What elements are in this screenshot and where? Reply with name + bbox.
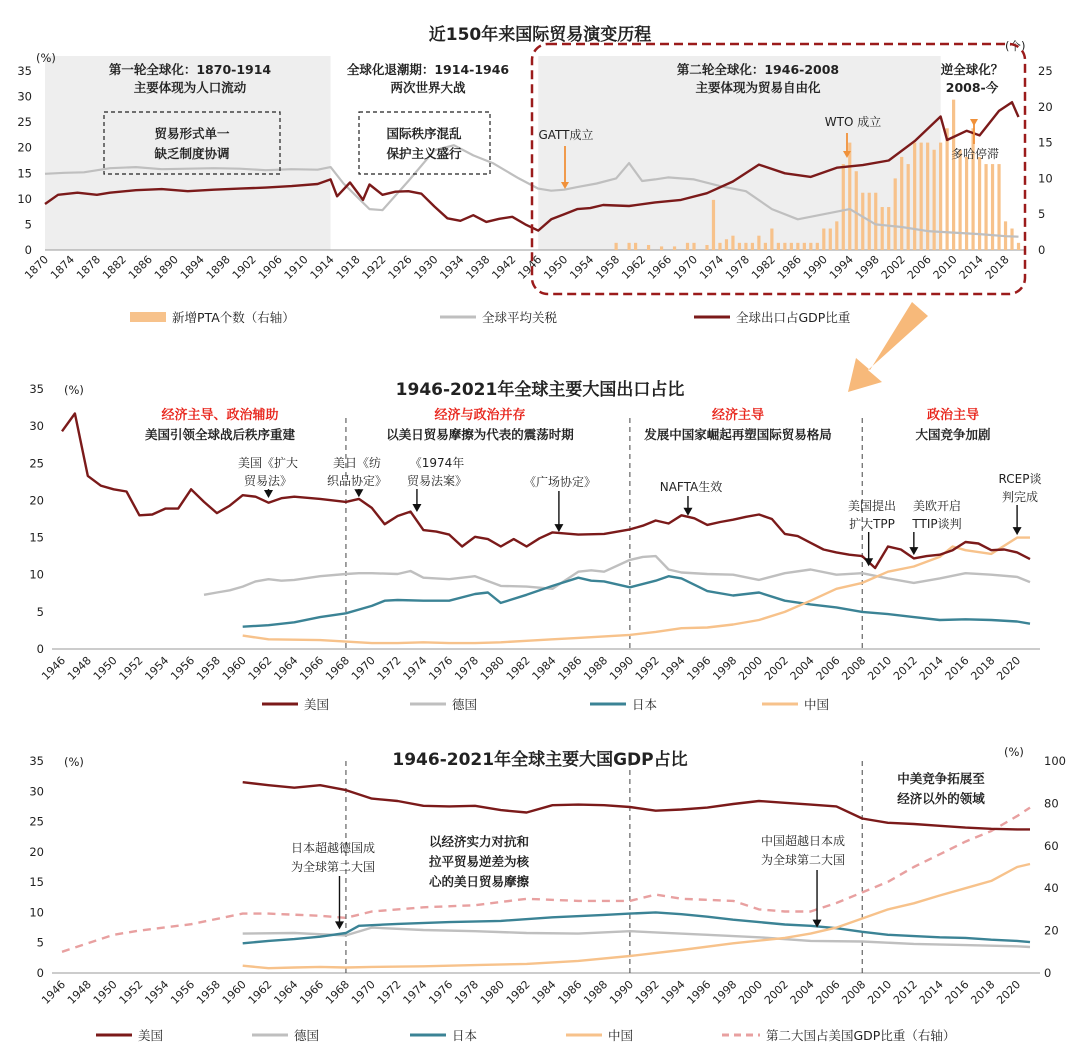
pta-bar	[712, 200, 715, 250]
x-tick: 1970	[348, 653, 378, 683]
x-tick: 1966	[645, 252, 675, 282]
x-tick: 1982	[749, 252, 779, 282]
y-tick: 0	[36, 966, 44, 980]
pta-bar	[731, 236, 734, 250]
phase-sub: 以美日贸易摩擦为代表的震荡时期	[386, 427, 574, 442]
x-tick: 1966	[297, 653, 327, 683]
note-text: 国际秩序混乱	[386, 126, 462, 141]
annotation-label: 扩大TPP	[849, 517, 895, 531]
x-tick: 1950	[90, 977, 120, 1007]
y-tick: 20	[29, 493, 44, 508]
x-tick: 1906	[255, 252, 285, 282]
pta-bar	[1010, 229, 1013, 250]
x-tick: 1990	[607, 977, 637, 1007]
x-tick: 1986	[555, 653, 585, 683]
annotation-label: 心的美日贸易摩擦	[428, 874, 530, 889]
note-text: 贸易形式单一	[154, 126, 230, 141]
x-tick: 1902	[229, 252, 259, 282]
annotation-doha: 多哈停滞	[950, 147, 1000, 161]
y2-tick: 40	[1044, 881, 1059, 896]
x-tick: 2012	[890, 977, 920, 1007]
x-tick: 1948	[64, 653, 94, 683]
x-tick: 1962	[619, 252, 649, 282]
y2-tick: 0	[1038, 243, 1046, 257]
pta-bar	[615, 243, 618, 250]
legend-label: 日本	[632, 697, 658, 712]
x-tick: 1974	[400, 977, 430, 1007]
x-tick: 1990	[800, 252, 830, 282]
x-tick: 1952	[116, 977, 146, 1007]
y2-tick: 20	[1044, 923, 1059, 938]
x-tick: 1972	[374, 977, 404, 1007]
annotation-arrow-head	[412, 504, 421, 512]
x-tick: 1986	[774, 252, 804, 282]
pta-bar	[1017, 243, 1020, 250]
x-tick: 1910	[281, 252, 311, 282]
legend-label: 德国	[452, 697, 478, 712]
x-tick: 2006	[813, 977, 843, 1007]
pta-bar	[686, 243, 689, 250]
x-tick: 1974	[400, 653, 430, 683]
y-tick: 5	[36, 935, 44, 950]
pta-bar	[796, 243, 799, 250]
legend-label: 全球平均关税	[482, 310, 558, 325]
x-tick: 1954	[142, 977, 172, 1007]
y2-tick: 15	[1038, 135, 1053, 150]
x-tick: 2004	[787, 653, 817, 683]
annotation-label: NAFTA生效	[659, 480, 723, 494]
y-tick: 25	[29, 456, 44, 471]
y-tick: 15	[29, 530, 44, 545]
x-tick: 1954	[142, 653, 172, 683]
pta-bar	[777, 243, 780, 250]
pta-bar	[628, 243, 631, 250]
y-tick: 10	[29, 567, 44, 582]
pta-bar	[809, 243, 812, 250]
annotation-label: 美国提出	[847, 499, 897, 513]
annotation-label: 为全球第二大国	[290, 860, 376, 874]
y-tick: 25	[17, 115, 32, 130]
annotation-arrow-head	[335, 921, 344, 929]
pta-bar	[997, 164, 1000, 250]
x-tick: 1996	[684, 653, 714, 683]
x-tick: 1978	[723, 252, 753, 282]
pta-bar	[790, 243, 793, 250]
annotation-gatt: GATT成立	[538, 128, 594, 142]
y2-tick: 100	[1044, 754, 1066, 768]
legend-label: 日本	[452, 1028, 478, 1043]
x-tick: 2010	[865, 653, 895, 683]
pta-bar	[744, 243, 747, 250]
x-tick: 2006	[813, 653, 843, 683]
series-line-2	[243, 912, 1030, 943]
pta-bar	[647, 245, 650, 250]
x-tick: 1958	[593, 252, 623, 282]
annotation-arrow-head	[909, 547, 918, 555]
x-tick: 1970	[671, 252, 701, 282]
series-line-3	[243, 538, 1030, 644]
period-sub: 两次世界大战	[390, 80, 466, 95]
pta-bar	[933, 150, 936, 250]
pta-bar	[816, 243, 819, 250]
period-sub: 主要体现为贸易自由化	[695, 80, 821, 95]
annotation-label: 经济以外的领域	[897, 791, 985, 806]
x-tick: 1974	[697, 252, 727, 282]
annotation-arrow-head	[1013, 527, 1022, 535]
pta-bar	[835, 221, 838, 250]
x-tick: 1960	[219, 653, 249, 683]
annotation-label: 美欧开启	[912, 499, 962, 513]
x-tick: 1954	[567, 252, 597, 282]
y2-tick: 0	[1044, 966, 1052, 980]
annotation-label: 为全球第二大国	[760, 853, 846, 867]
y-tick: 35	[29, 382, 44, 396]
x-tick: 1922	[359, 252, 389, 282]
x-tick: 1882	[100, 252, 130, 282]
x-tick: 2018	[982, 252, 1012, 282]
series-line-3	[243, 864, 1030, 968]
period-sub: 2008-今	[945, 80, 999, 95]
x-tick: 1968	[323, 977, 353, 1007]
pta-bar	[913, 143, 916, 250]
pta-bar	[848, 143, 851, 250]
annotation-arrow-head	[683, 508, 692, 516]
annotation-label: 美国《扩大	[237, 456, 299, 470]
period-label: 第一轮全球化：1870-1914	[108, 62, 272, 77]
y-tick: 30	[29, 784, 44, 799]
x-tick: 1918	[333, 252, 363, 282]
x-tick: 1972	[374, 653, 404, 683]
annotation-label: 拉平贸易逆差为核	[428, 854, 530, 869]
second-power-ratio-line	[62, 808, 1030, 952]
x-tick: 1988	[581, 653, 611, 683]
x-tick: 1986	[555, 977, 585, 1007]
x-tick: 1978	[452, 977, 482, 1007]
x-tick: 2020	[994, 653, 1024, 683]
x-tick: 1980	[477, 653, 507, 683]
x-tick: 1980	[477, 977, 507, 1007]
x-tick: 1982	[503, 653, 533, 683]
pta-bar	[770, 229, 773, 250]
phase-label: 经济主导	[711, 408, 765, 423]
pta-bar	[673, 246, 676, 250]
x-tick: 2010	[930, 252, 960, 282]
pta-bar	[874, 193, 877, 250]
pta-bar	[738, 243, 741, 250]
x-tick: 1998	[710, 653, 740, 683]
legend-label: 美国	[138, 1028, 164, 1043]
x-tick: 2012	[890, 653, 920, 683]
x-tick: 1970	[348, 977, 378, 1007]
pta-bar	[822, 229, 825, 250]
annotation-label: 判完成	[1001, 490, 1039, 504]
phase-label: 经济主导、政治辅助	[161, 408, 279, 423]
x-tick: 2000	[736, 653, 766, 683]
x-tick: 1952	[116, 653, 146, 683]
x-tick: 1994	[658, 653, 688, 683]
x-tick: 1946	[515, 252, 545, 282]
x-tick: 2010	[865, 977, 895, 1007]
period-sub: 主要体现为人口流动	[133, 80, 247, 95]
x-tick: 2008	[839, 977, 869, 1007]
x-tick: 1946	[39, 653, 69, 683]
chart1-title: 近150年来国际贸易演变历程	[428, 25, 652, 45]
y-tick: 10	[17, 191, 32, 206]
x-tick: 1966	[297, 977, 327, 1007]
y2-unit: (%)	[1004, 745, 1024, 759]
phase-sub: 大国竞争加剧	[915, 427, 991, 442]
pta-bar	[978, 157, 981, 250]
y-tick: 20	[29, 844, 44, 859]
x-tick: 1874	[48, 252, 78, 282]
pta-bar	[705, 245, 708, 250]
pta-bar	[965, 157, 968, 250]
y-tick: 30	[17, 89, 32, 104]
pta-bar	[939, 143, 942, 250]
pta-bar	[900, 157, 903, 250]
legend-label: 美国	[304, 697, 330, 712]
x-tick: 1958	[194, 653, 224, 683]
x-tick: 2002	[878, 252, 908, 282]
x-tick: 2006	[904, 252, 934, 282]
annotation-label: 《1974年	[409, 456, 465, 470]
pta-bar	[829, 229, 832, 250]
x-tick: 1934	[437, 252, 467, 282]
x-tick: 1962	[245, 977, 275, 1007]
pta-bar	[887, 207, 890, 250]
period-label: 逆全球化？	[940, 62, 1004, 77]
x-tick: 1914	[307, 252, 337, 282]
series-line-1	[204, 556, 1030, 595]
y-tick: 20	[17, 140, 32, 155]
x-tick: 1870	[22, 252, 52, 282]
phase-sub: 发展中国家崛起再塑国际贸易格局	[644, 427, 832, 442]
pta-bar	[718, 243, 721, 250]
legend-label: 新增PTA个数（右轴）	[172, 310, 295, 325]
annotation-label: RCEP谈	[998, 472, 1042, 486]
series-line-1	[243, 928, 1030, 947]
chart2-title: 1946-2021年全球主要大国出口占比	[395, 380, 685, 400]
pta-bar	[894, 178, 897, 250]
x-tick: 1930	[411, 252, 441, 282]
annotation-label: 以经济实力对抗和	[428, 834, 530, 849]
doha-arrow-head	[970, 119, 978, 126]
annotation-label: 《广场协定》	[523, 475, 597, 489]
x-tick: 1992	[632, 653, 662, 683]
pta-bar	[692, 243, 695, 250]
x-tick: 1998	[710, 977, 740, 1007]
pta-bar	[764, 243, 767, 250]
x-tick: 1878	[74, 252, 104, 282]
x-tick: 2016	[942, 653, 972, 683]
y-tick: 0	[24, 243, 32, 257]
x-tick: 1962	[245, 653, 275, 683]
y-tick: 10	[29, 905, 44, 920]
x-tick: 1978	[452, 653, 482, 683]
x-tick: 2000	[736, 977, 766, 1007]
annotation-label: TTIP谈判	[912, 517, 962, 531]
annotation-label: 美日《纺	[332, 456, 382, 470]
x-tick: 1964	[271, 977, 301, 1007]
note-text: 保护主义盛行	[386, 146, 462, 161]
y2-tick: 5	[1038, 207, 1046, 222]
x-tick: 1946	[39, 977, 69, 1007]
annotation-label: 贸易法》	[243, 474, 293, 488]
y2-tick: 10	[1038, 171, 1053, 186]
annotation-arrow-head	[554, 524, 563, 532]
legend-label: 德国	[294, 1028, 320, 1043]
pta-bar	[984, 164, 987, 250]
y2-tick: 25	[1038, 64, 1053, 78]
pta-bar	[991, 164, 994, 250]
x-tick: 1998	[852, 252, 882, 282]
annotation-label: 织品协定》	[326, 474, 388, 488]
pta-bar	[803, 243, 806, 250]
x-tick: 2018	[968, 977, 998, 1007]
phase-sub: 美国引领全球战后秩序重建	[144, 427, 296, 442]
x-tick: 1968	[323, 653, 353, 683]
x-tick: 1948	[64, 977, 94, 1007]
pta-bar	[634, 243, 637, 250]
x-tick: 1926	[385, 252, 415, 282]
y-tick: 15	[29, 875, 44, 890]
phase-label: 政治主导	[926, 408, 980, 423]
x-tick: 1958	[194, 977, 224, 1007]
x-tick: 1894	[177, 252, 207, 282]
y-tick: 35	[17, 64, 32, 78]
x-tick: 2016	[942, 977, 972, 1007]
x-tick: 1994	[658, 977, 688, 1007]
pta-bar	[725, 239, 728, 250]
x-tick: 1976	[426, 977, 456, 1007]
x-tick: 1960	[219, 977, 249, 1007]
x-tick: 2002	[761, 653, 791, 683]
x-tick: 1886	[125, 252, 155, 282]
x-tick: 1988	[581, 977, 611, 1007]
note-text: 缺乏制度协调	[154, 146, 230, 161]
x-tick: 1976	[426, 653, 456, 683]
period-label: 第二轮全球化：1946-2008	[676, 62, 840, 77]
x-tick: 2008	[839, 653, 869, 683]
x-tick: 2014	[916, 977, 946, 1007]
x-tick: 1992	[632, 977, 662, 1007]
y-unit: (%)	[64, 755, 84, 769]
annotation-label: 日本超越德国成	[290, 841, 376, 855]
annotation-arrow-head	[354, 489, 363, 497]
x-tick: 2014	[916, 653, 946, 683]
x-tick: 1942	[489, 252, 519, 282]
x-tick: 1996	[684, 977, 714, 1007]
pta-bar	[952, 100, 955, 250]
x-tick: 1984	[529, 653, 559, 683]
x-tick: 1984	[529, 977, 559, 1007]
y-right-unit: (个)	[1005, 39, 1026, 53]
x-tick: 1938	[463, 252, 493, 282]
x-tick: 1990	[607, 653, 637, 683]
y-tick: 30	[29, 419, 44, 434]
pta-bar	[920, 143, 923, 250]
legend-swatch	[130, 312, 166, 322]
pta-bar	[881, 207, 884, 250]
legend-label: 中国	[608, 1028, 634, 1043]
y2-tick: 60	[1044, 838, 1059, 853]
annotation-wto: WTO 成立	[824, 115, 882, 129]
pta-bar	[842, 164, 845, 250]
note-box	[359, 112, 490, 174]
x-tick: 2020	[994, 977, 1024, 1007]
transition-arrow	[848, 302, 928, 392]
pta-bar	[926, 143, 929, 250]
legend-label: 中国	[804, 697, 830, 712]
y-tick: 5	[36, 604, 44, 619]
y2-tick: 80	[1044, 796, 1059, 811]
y-tick: 0	[36, 642, 44, 656]
x-tick: 1956	[168, 977, 198, 1007]
pta-bar	[751, 243, 754, 250]
annotation-label: 中国超越日本成	[760, 834, 846, 848]
x-tick: 2004	[787, 977, 817, 1007]
pta-bar	[783, 243, 786, 250]
pta-bar	[861, 193, 864, 250]
pta-bar	[958, 150, 961, 250]
chart3-title: 1946-2021年全球主要大国GDP占比	[392, 750, 688, 770]
y-tick: 25	[29, 814, 44, 829]
annotation-label: 贸易法案》	[406, 474, 468, 488]
x-tick: 1950	[90, 653, 120, 683]
pta-bar	[907, 164, 910, 250]
legend-label: 全球出口占GDP比重	[736, 310, 851, 325]
y-tick: 15	[17, 166, 32, 181]
x-tick: 1898	[203, 252, 233, 282]
y-tick: 35	[29, 754, 44, 768]
x-tick: 2018	[968, 653, 998, 683]
y-unit: (%)	[64, 383, 84, 397]
x-tick: 1964	[271, 653, 301, 683]
legend-label: 第二大国占美国GDP比重（右轴）	[766, 1028, 956, 1043]
x-tick: 1956	[168, 653, 198, 683]
x-tick: 1890	[151, 252, 181, 282]
y2-tick: 20	[1038, 99, 1053, 114]
y-tick: 5	[24, 217, 32, 232]
annotation-label: 中美竞争拓展至	[897, 771, 985, 786]
y-left-unit: (%)	[36, 51, 56, 65]
x-tick: 1982	[503, 977, 533, 1007]
phase-label: 经济与政治并存	[434, 408, 526, 423]
x-tick: 1994	[826, 252, 856, 282]
period-label: 全球化退潮期：1914-1946	[346, 62, 510, 77]
x-tick: 1950	[541, 252, 571, 282]
annotation-arrow-head	[264, 490, 273, 498]
x-tick: 2014	[956, 252, 986, 282]
pta-bar	[757, 236, 760, 250]
x-tick: 2002	[761, 977, 791, 1007]
pta-bar	[660, 246, 663, 250]
pta-bar	[855, 171, 858, 250]
